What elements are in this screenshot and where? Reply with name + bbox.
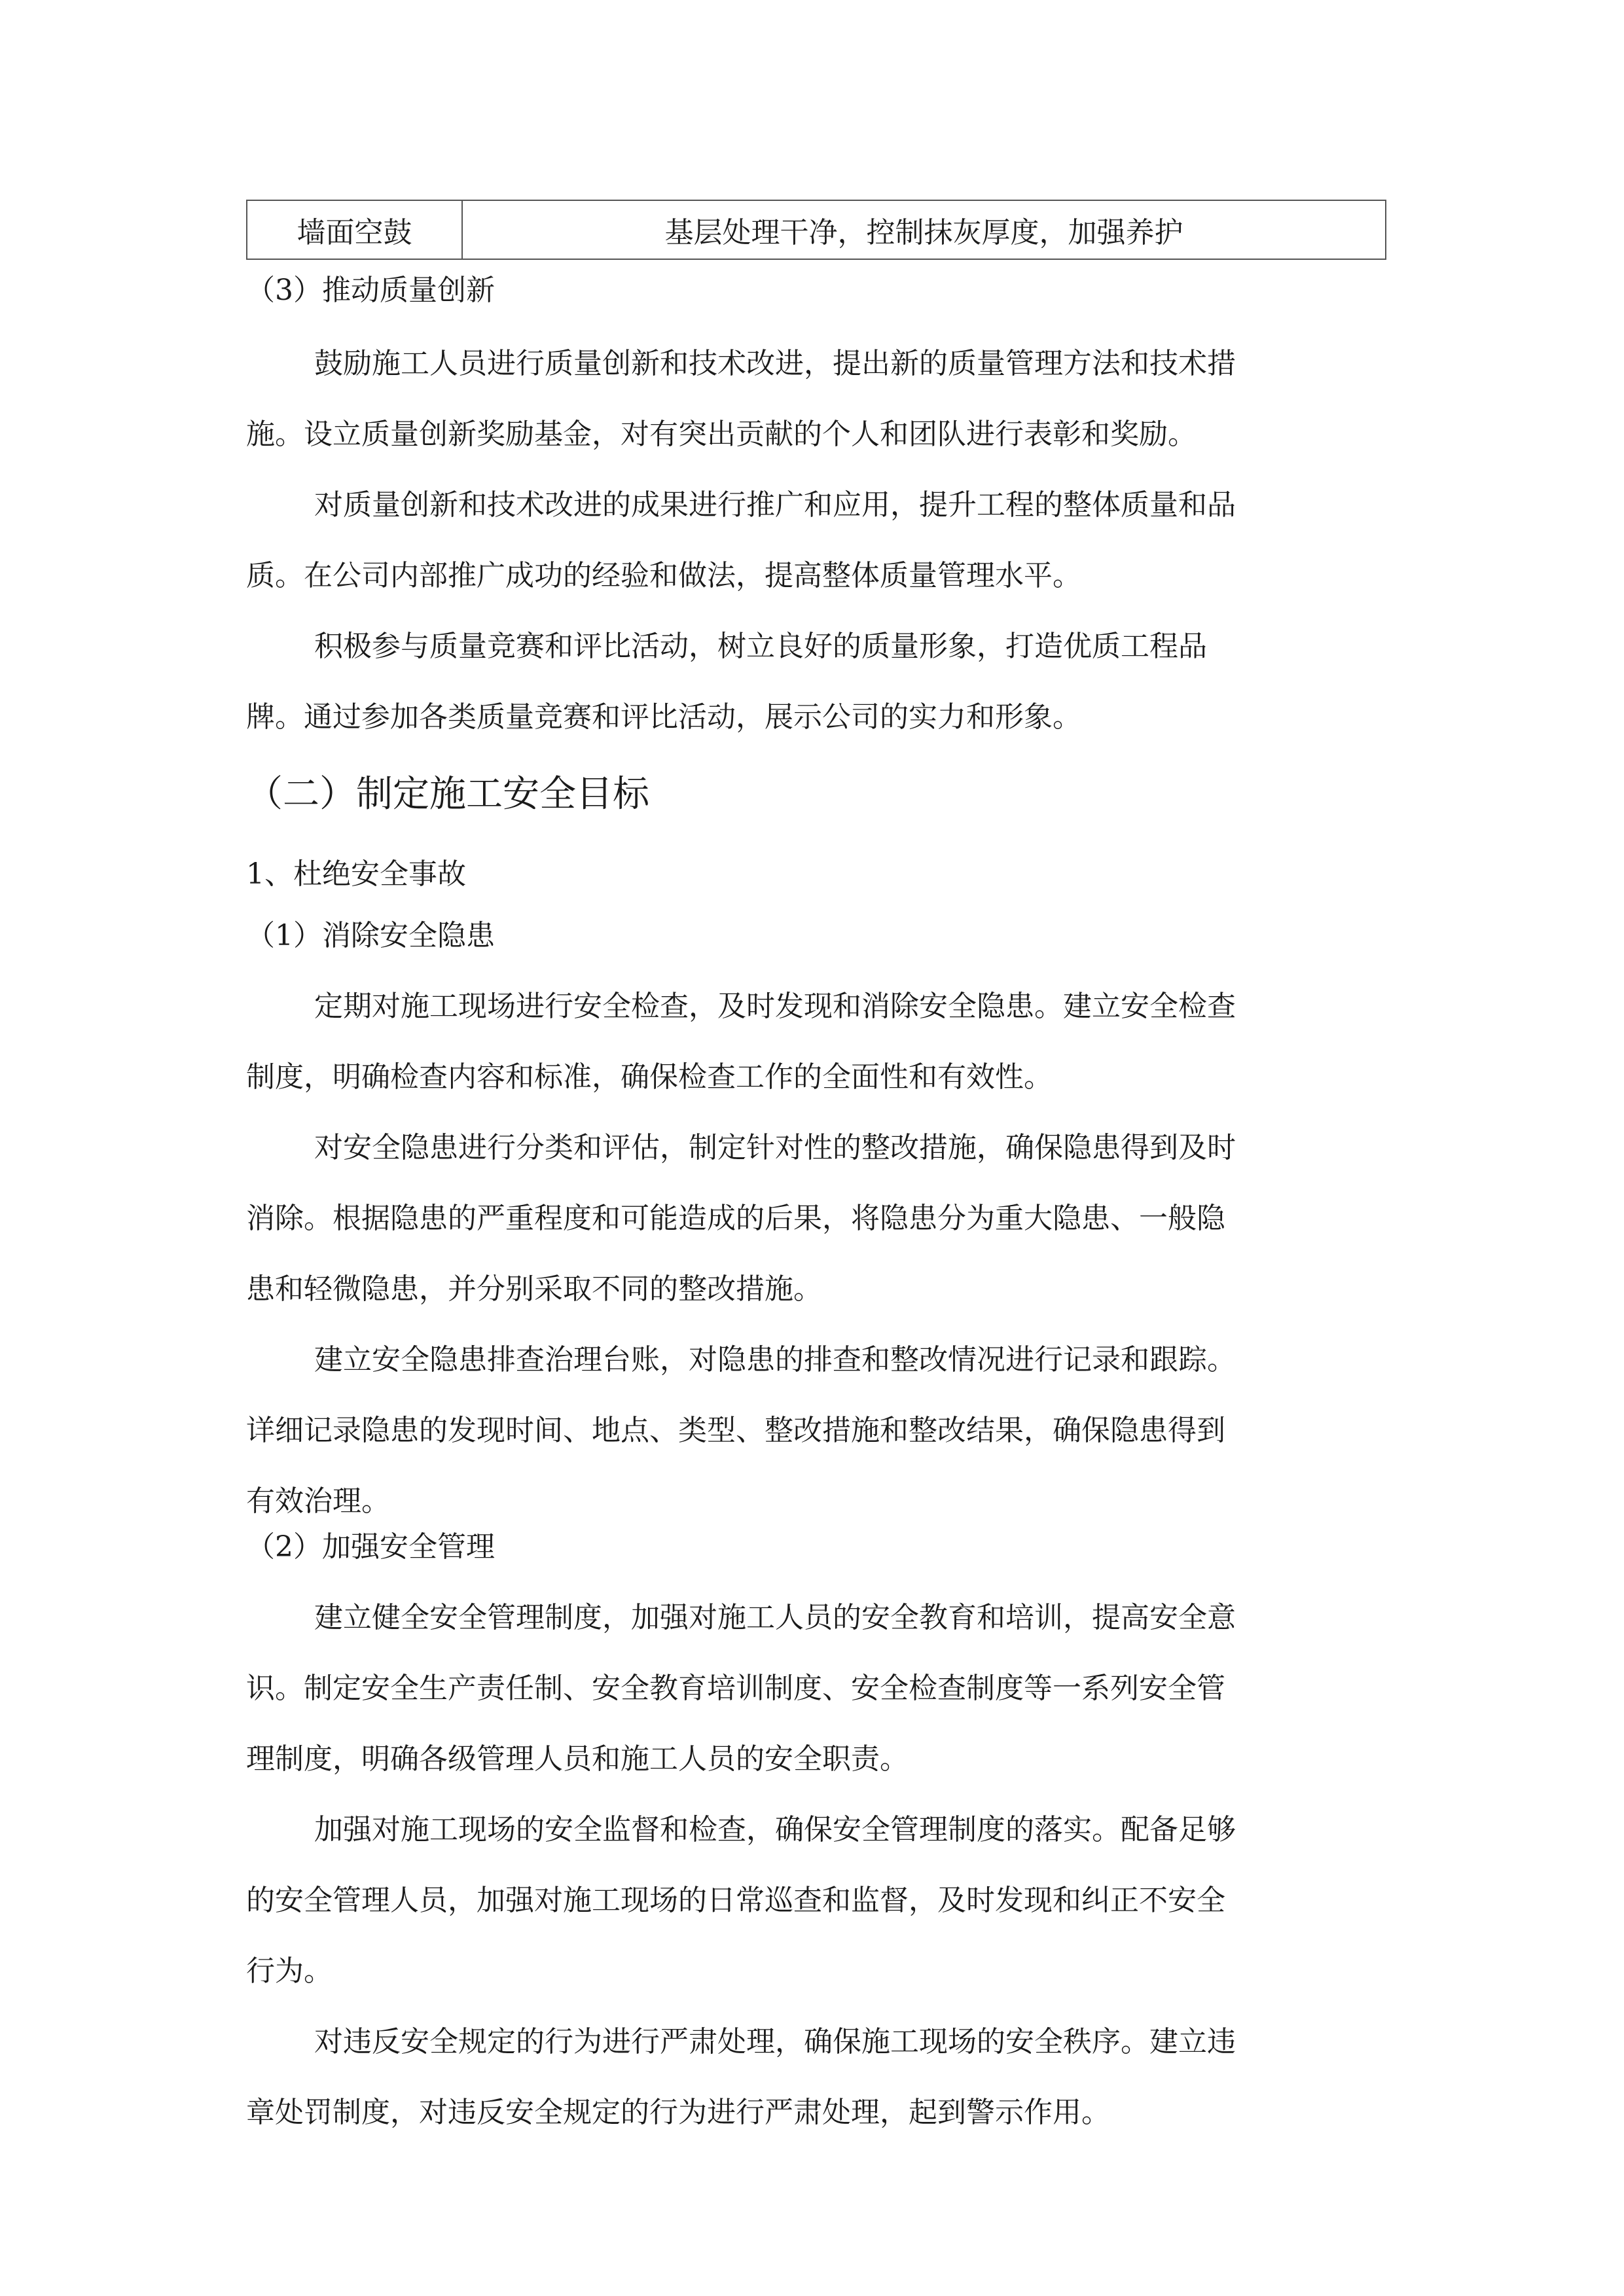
paragraph-line: 识。制定安全生产责任制、安全教育培训制度、安全检查制度等一系列安全管 — [246, 1672, 1225, 1705]
paragraph-line: 详细记录隐患的发现时间、地点、类型、整改措施和整改结果，确保隐患得到 — [246, 1414, 1225, 1447]
paragraph-line: 行为。 — [246, 1954, 333, 1988]
paragraph-line: 章处罚制度，对违反安全规定的行为进行严肃处理，起到警示作用。 — [246, 2096, 1110, 2129]
subsection-heading: （2）加强安全管理 — [246, 1530, 495, 1564]
table-row — [247, 200, 1386, 259]
paragraph-line: 积极参与质量竞赛和评比活动，树立良好的质量形象，打造优质工程品 — [314, 630, 1207, 663]
paragraph-line: 鼓励施工人员进行质量创新和技术改进，提出新的质量管理方法和技术措 — [314, 347, 1236, 380]
paragraph-line: 患和轻微隐患，并分别采取不同的整改措施。 — [246, 1272, 822, 1306]
paragraph-line: 对安全隐患进行分类和评估，制定针对性的整改措施，确保隐患得到及时 — [314, 1131, 1236, 1164]
subsection-heading: （1）消除安全隐患 — [246, 919, 495, 952]
subsection-heading: 1、杜绝安全事故 — [246, 857, 466, 891]
paragraph-line: 施。设立质量创新奖励基金，对有突出贡献的个人和团队进行表彰和奖励。 — [246, 418, 1197, 451]
paragraph-line: 对违反安全规定的行为进行严肃处理，确保施工现场的安全秩序。建立违 — [314, 2025, 1236, 2058]
table-cell-item: 墙面空鼓 — [247, 200, 462, 259]
paragraph-line: 牌。通过参加各类质量竞赛和评比活动，展示公司的实力和形象。 — [246, 700, 1081, 734]
paragraph-line: 建立安全隐患排查治理台账，对隐患的排查和整改情况进行记录和跟踪。 — [314, 1343, 1236, 1376]
paragraph-line: 制度，明确检查内容和标准，确保检查工作的全面性和有效性。 — [246, 1060, 1053, 1094]
paragraph-line: 对质量创新和技术改进的成果进行推广和应用，提升工程的整体质量和品 — [314, 488, 1236, 522]
paragraph-line: 有效治理。 — [246, 1484, 390, 1518]
paragraph-line: 建立健全安全管理制度，加强对施工人员的安全教育和培训，提高安全意 — [314, 1601, 1236, 1634]
paragraph-line: 加强对施工现场的安全监督和检查，确保安全管理制度的落实。配备足够 — [314, 1813, 1236, 1846]
chapter-heading: （二）制定施工安全目标 — [246, 773, 649, 816]
table-cell-measure: 基层处理干净，控制抹灰厚度，加强养护 — [462, 200, 1386, 259]
paragraph-line: 的安全管理人员，加强对施工现场的日常巡查和监督，及时发现和纠正不安全 — [246, 1884, 1225, 1917]
paragraph-line: 定期对施工现场进行安全检查，及时发现和消除安全隐患。建立安全检查 — [314, 990, 1236, 1023]
measures-table — [246, 200, 1386, 260]
paragraph-line: 理制度，明确各级管理人员和施工人员的安全职责。 — [246, 1742, 909, 1776]
section-heading: （3）推动质量创新 — [246, 274, 495, 307]
paragraph-line: 消除。根据隐患的严重程度和可能造成的后果，将隐患分为重大隐患、一般隐 — [246, 1202, 1225, 1235]
paragraph-line: 质。在公司内部推广成功的经验和做法，提高整体质量管理水平。 — [246, 559, 1081, 592]
